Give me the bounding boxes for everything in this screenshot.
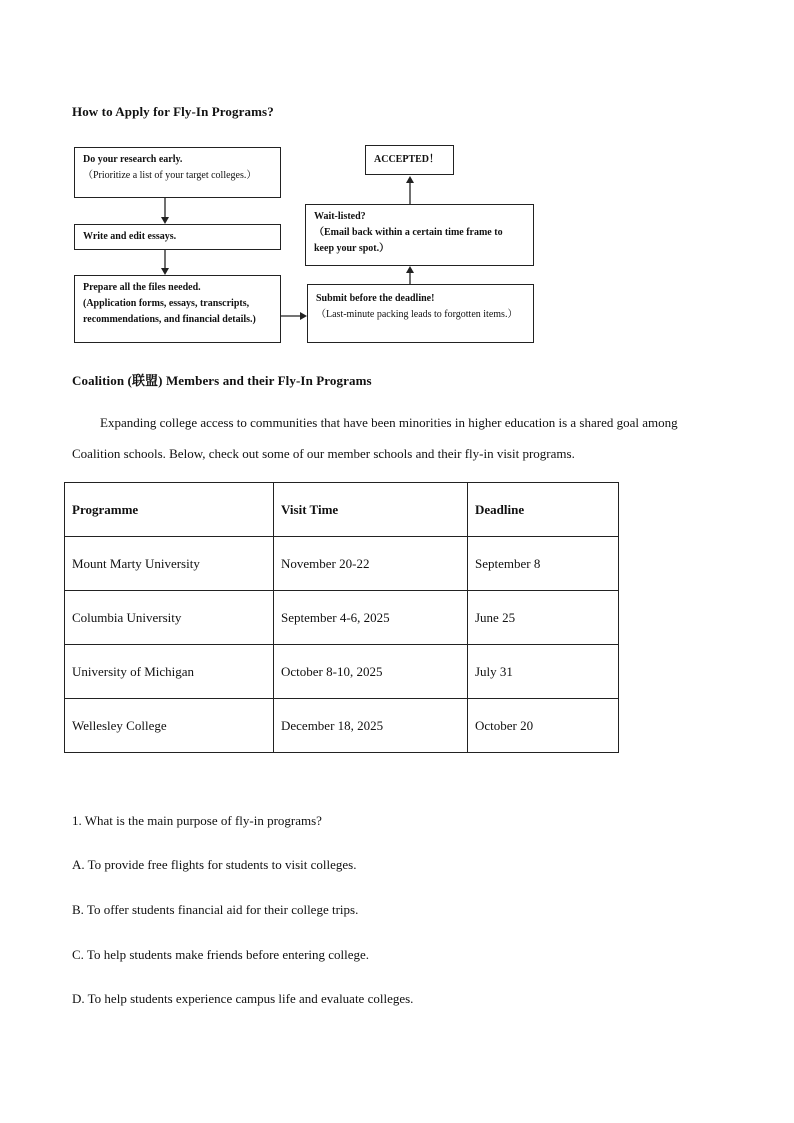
cell-deadline: October 20 [468,699,619,753]
flow-step-waitlisted [305,204,534,266]
programs-table [64,482,619,753]
option-b: B. To offer students financial aid for their college trips. [72,902,359,917]
header-visit-time: Visit Time [274,483,468,537]
header-deadline: Deadline [468,483,619,537]
cell-deadline: September 8 [468,537,619,591]
intro-paragraph [72,407,692,469]
table-row [65,537,619,591]
cell-programme: Columbia University [65,591,274,645]
flow-step-files [74,275,281,343]
table-row [65,699,619,753]
flow-step-essays-title: Write and edit essays. [83,231,177,242]
arrow-files-to-submit [281,312,307,320]
flow-step-files-note: (Application forms, essays, transcripts, recommendations, and financial details.) [83,298,256,325]
table-row [65,591,619,645]
cell-programme: University of Michigan [65,645,274,699]
arrow-essays-to-files [161,250,169,275]
cell-visit-time: September 4-6, 2025 [274,591,468,645]
flow-step-research-title: Do your research early. [83,154,183,165]
arrow-research-to-essays [161,198,169,224]
flow-step-files-title: Prepare all the files needed. [83,282,201,293]
flow-step-essays [74,224,281,250]
header-programme: Programme [65,483,274,537]
flow-step-accepted-title: ACCEPTED！ [374,154,440,165]
cell-visit-time: October 8-10, 2025 [274,645,468,699]
section-heading: Coalition (联盟) Members and their Fly-In Programs [72,373,372,388]
table-row [65,645,619,699]
cell-visit-time: December 18, 2025 [274,699,468,753]
cell-programme: Mount Marty University [65,537,274,591]
option-c: C. To help students make friends before entering college. [72,947,370,962]
cell-programme: Wellesley College [65,699,274,753]
flow-step-waitlisted-title: Wait-listed? [314,211,366,222]
cell-deadline: July 31 [468,645,619,699]
flow-step-research [74,147,281,198]
option-d: D. To help students experience campus life and evaluate colleges. [72,991,414,1006]
cell-visit-time: November 20-22 [274,537,468,591]
intro-text: Expanding college access to communities that have been minorities in higher education is a shared goal among Coalition schools. Below, check out some of our member schools and their fly-in visit programs. [72,415,678,461]
option-a: A. To provide free flights for students to visit colleges. [72,857,357,872]
table-header-row [65,483,619,537]
arrow-waitlisted-to-accepted [406,176,414,204]
flow-step-submit-title: Submit before the deadline! [316,293,435,304]
flow-step-accepted [365,145,454,175]
page-title: How to Apply for Fly-In Programs? [72,104,274,119]
flow-step-waitlisted-note: （Email back within a certain time frame to keep your spot.） [314,227,503,254]
flow-step-submit [307,284,534,343]
question-stem: 1. What is the main purpose of fly-in programs? [72,813,322,828]
cell-deadline: June 25 [468,591,619,645]
arrow-submit-to-waitlisted [406,266,414,284]
flow-step-submit-note: （Last-minute packing leads to forgotten items.） [316,309,518,320]
flow-step-research-note: （Prioritize a list of your target colleges.） [83,170,257,181]
